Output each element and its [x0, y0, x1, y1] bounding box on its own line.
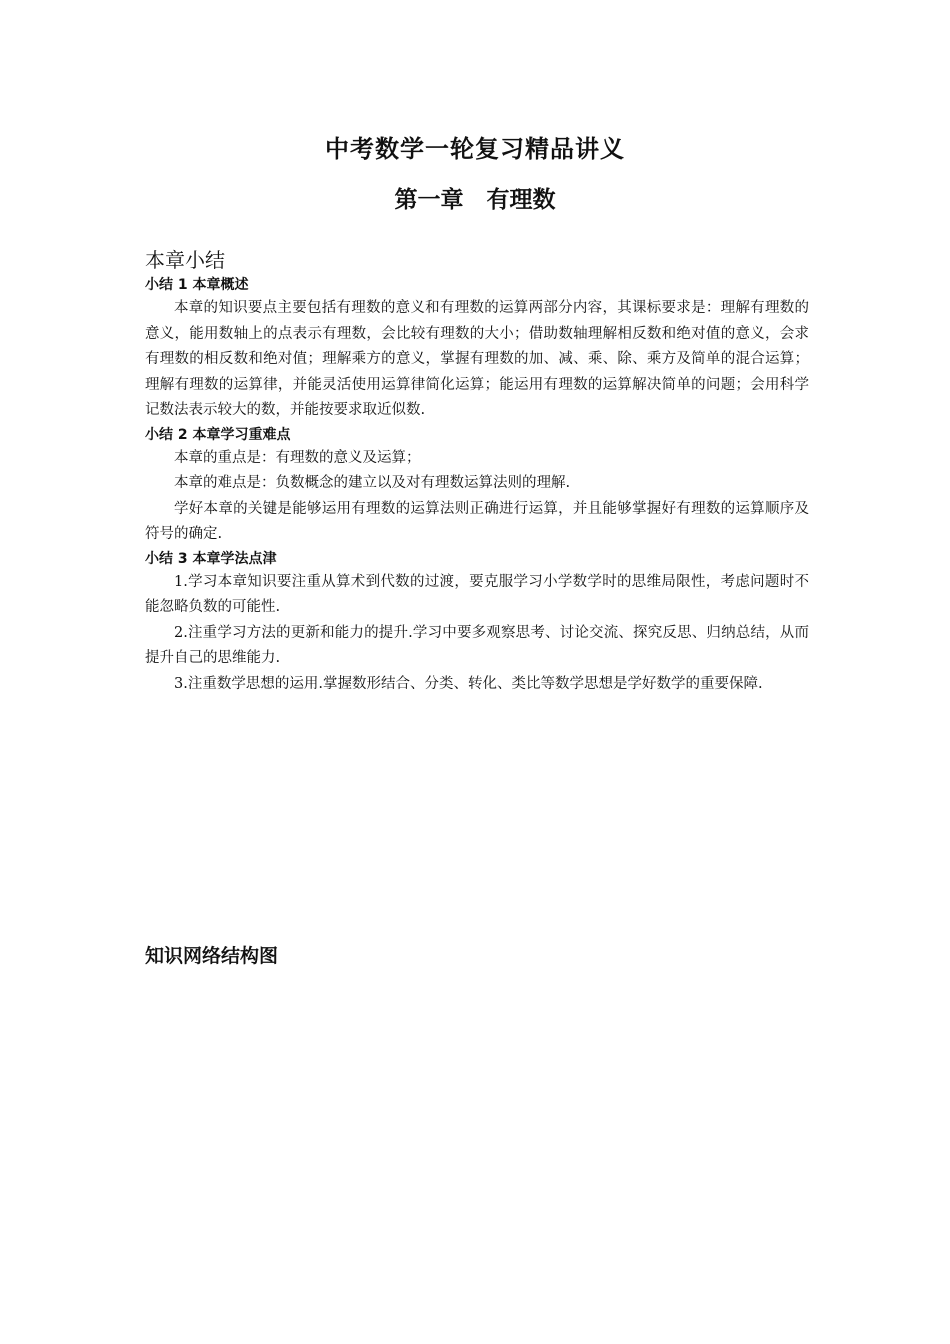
document-title: 中考数学一轮复习精品讲义 — [325, 135, 625, 163]
chapter-summary — [145, 246, 809, 697]
knowledge-network-heading: 知识网络结构图 — [145, 945, 279, 967]
paragraph: 学好本章的关键是能够运用有理数的运算法则正确进行运算，并且能够掌握好有理数的运算顺序及符号的确定. — [145, 500, 809, 542]
summary-section-1 — [145, 274, 809, 424]
section-heading: 小结 3 本章学法点津 — [145, 550, 277, 567]
section-heading: 小结 1 本章概述 — [145, 277, 249, 293]
paragraph: 1.学习本章知识要注重从算术到代数的过渡，要克服学习小学数学时的思维局限性，考虑问题时不能忽略负数的可能性. — [145, 573, 809, 615]
paragraph: 本章的难点是：负数概念的建立以及对有理数运算法则的理解. — [174, 475, 571, 491]
paragraph: 本章的重点是：有理数的意义及运算； — [174, 449, 421, 466]
paragraph: 3.注重数学思想的运用.掌握数形结合、分类、转化、类比等数学思想是学好数学的重要保障. — [174, 675, 763, 692]
chapter-title: 第一章 有理数 — [394, 187, 556, 213]
summary-heading: 本章小结 — [145, 248, 225, 272]
summary-section-3 — [145, 548, 809, 698]
summary-section-2 — [145, 424, 809, 548]
paragraph: 2.注重学习方法的更新和能力的提升.学习中要多观察思考、讨论交流、探究反思、归纳总结，从而提升自己的思维能力. — [145, 624, 809, 666]
section-heading: 小结 2 本章学习重难点 — [145, 426, 291, 443]
paragraph: 本章的知识要点主要包括有理数的意义和有理数的运算两部分内容，其课标要求是：理解有理数的意义，能用数轴上的点表示有理数，会比较有理数的大小；借助数轴理解相反数和绝对值的意义，会求有理数的相反数和绝对值；理解乘方的意义，掌握有理数的加、减、乘、除、乘方及简单的混合运算；理解有理数的运算律，并能灵活使用运算律简化运算；能运用有理数的运算解决简单的问题；会用科学记数法表示较大的数，并能按要求取近似数. — [145, 300, 809, 418]
